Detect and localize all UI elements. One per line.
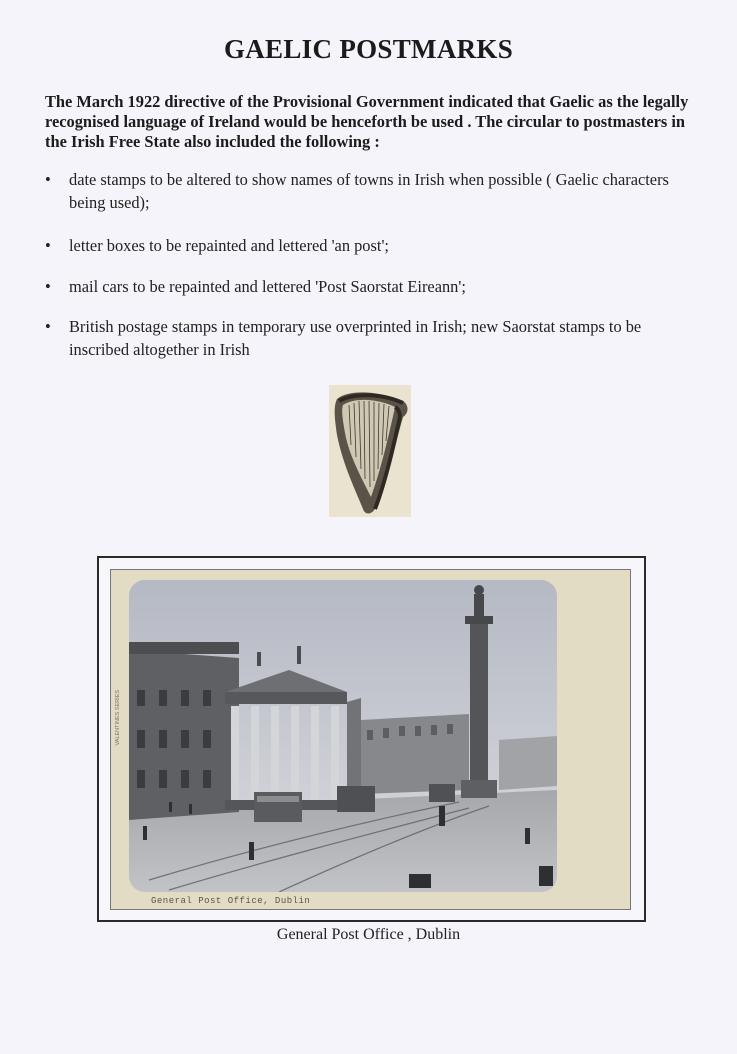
gpo-dublin-image — [129, 580, 557, 892]
list-item-text: British postage stamps in temporary use overprinted in Irish; new Saorstat stamps to be inscribed altogether in Irish — [69, 317, 642, 359]
list-item — [45, 315, 685, 361]
bullet-icon: • — [45, 277, 51, 296]
photo-caption: General Post Office , Dublin — [276, 926, 461, 943]
list-item — [45, 168, 685, 214]
page-title: GAELIC POSTMARKS — [223, 34, 514, 64]
list-item-text: mail cars to be repainted and lettered 'Post Saorstat Eireann'; — [69, 277, 466, 296]
postcard-photo — [129, 580, 557, 892]
list-item-text: letter boxes to be repainted and lettered 'an post'; — [69, 236, 389, 255]
bullet-icon: • — [45, 317, 51, 336]
postcard-frame — [97, 556, 646, 922]
list-item — [45, 234, 685, 257]
harp-emblem — [329, 385, 411, 517]
postcard — [110, 569, 631, 910]
harp-icon — [329, 385, 411, 517]
bullet-icon: • — [45, 170, 51, 189]
list-item — [45, 275, 685, 298]
list-item-text: date stamps to be altered to show names of towns in Irish when possible ( Gaelic characters being used); — [69, 170, 669, 212]
bullet-icon: • — [45, 236, 51, 255]
postcard-caption: General Post Office, Dublin — [151, 896, 311, 906]
intro-paragraph: The March 1922 directive of the Provisional Government indicated that Gaelic as the legally recognised language of Ireland would be henceforth be used . The circular to postmasters in the Irish Free State also included the following : — [45, 92, 689, 151]
postcard-series-text: VALENTINES SERIES — [115, 690, 121, 746]
